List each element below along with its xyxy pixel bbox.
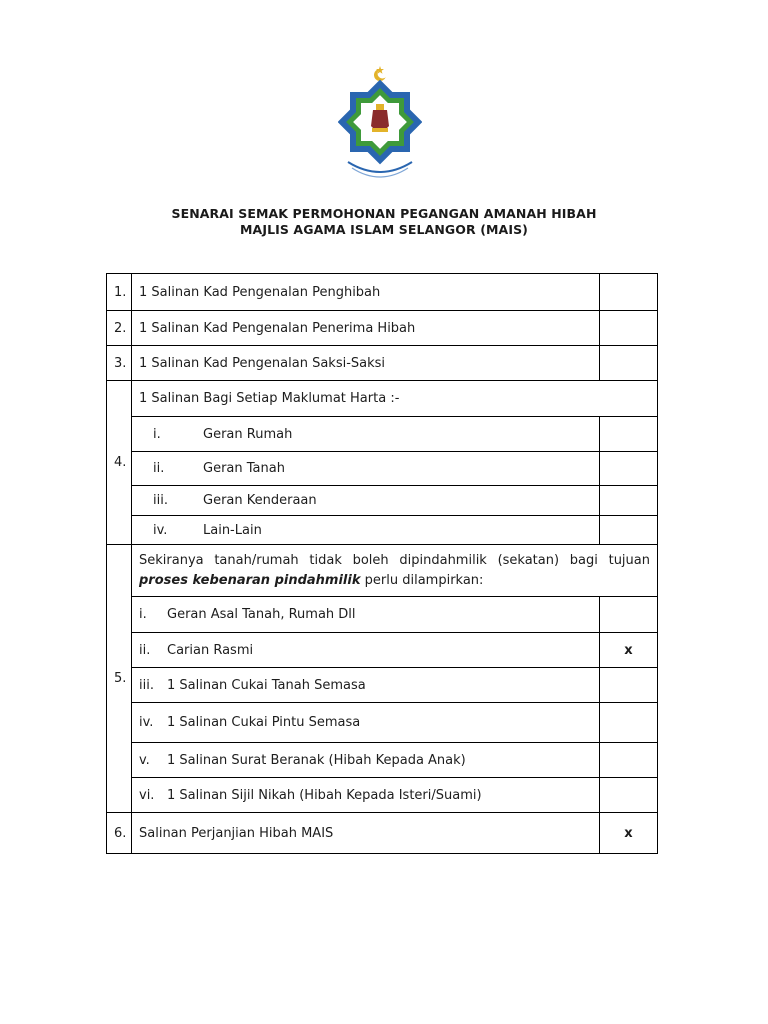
item-number: 3.: [107, 346, 132, 381]
table-row: [107, 597, 658, 633]
sub-item: [132, 778, 600, 813]
checkbox-cell[interactable]: x: [600, 633, 658, 668]
roman-numeral: iii.: [139, 677, 154, 693]
table-row: [107, 311, 658, 346]
table-row: [107, 346, 658, 381]
table-row: [107, 486, 658, 516]
item-label: 1 Salinan Kad Pengenalan Penghibah: [132, 274, 600, 311]
checkbox-cell[interactable]: x: [600, 813, 658, 854]
section-paragraph: [132, 545, 658, 597]
paragraph-emphasis: proses kebenaran pindahmilik: [139, 572, 361, 588]
paragraph-text: Sekiranya tanah/rumah tidak boleh dipindahmilik (sekatan) bagi tujuan: [139, 552, 650, 568]
sub-item: [132, 452, 600, 486]
form-title: SENARAI SEMAK PERMOHONAN PEGANGAN AMANAH HIBAH: [171, 206, 597, 221]
checkbox-cell[interactable]: [600, 452, 658, 486]
sub-item: [132, 633, 600, 668]
item-number: 1.: [107, 274, 132, 311]
item-number: 4.: [107, 381, 132, 545]
checkbox-cell[interactable]: [600, 417, 658, 452]
roman-numeral: ii.: [139, 642, 151, 658]
sub-item: [132, 597, 600, 633]
sub-item-label: 1 Salinan Cukai Pintu Semasa: [167, 715, 361, 730]
crescent-star-icon: [374, 66, 388, 81]
checkbox-cell[interactable]: [600, 743, 658, 778]
sub-item-label: 1 Salinan Surat Beranak (Hibah Kepada Anak): [167, 752, 466, 768]
table-row: [107, 452, 658, 486]
roman-numeral: ii.: [153, 461, 165, 476]
checkbox-cell[interactable]: [600, 778, 658, 813]
table-row: [107, 743, 658, 778]
table-row: [107, 274, 658, 311]
roman-numeral: iv.: [139, 715, 154, 730]
sub-item: [132, 743, 600, 778]
sub-item-label: 1 Salinan Sijil Nikah (Hibah Kepada Isteri/Suami): [167, 787, 482, 803]
item-label: 1 Salinan Kad Pengenalan Penerima Hibah: [132, 311, 600, 346]
checkbox-cell[interactable]: [600, 597, 658, 633]
sub-item: [132, 486, 600, 516]
table-row: [107, 516, 658, 545]
table-row: [107, 778, 658, 813]
item-label: Salinan Perjanjian Hibah MAIS: [132, 813, 600, 854]
checkbox-cell[interactable]: [600, 274, 658, 311]
checkbox-cell[interactable]: [600, 486, 658, 516]
item-number: 5.: [107, 545, 132, 813]
sub-item-label: Carian Rasmi: [167, 642, 254, 658]
sub-item: [132, 703, 600, 743]
item-label: 1 Salinan Kad Pengenalan Saksi-Saksi: [132, 346, 600, 381]
roman-numeral: v.: [139, 752, 150, 768]
roman-numeral: iii.: [153, 493, 168, 508]
table-row: [107, 381, 658, 417]
table-row: [107, 813, 658, 854]
section-heading: 1 Salinan Bagi Setiap Maklumat Harta :-: [132, 381, 658, 417]
sub-item-label: Geran Kenderaan: [203, 493, 317, 508]
sub-item-label: Geran Tanah: [203, 461, 285, 476]
roman-numeral: i.: [153, 426, 161, 442]
table-row: [107, 633, 658, 668]
mais-logo: [338, 64, 422, 186]
roman-numeral: i.: [139, 607, 147, 622]
sub-item-label: Geran Rumah: [203, 426, 293, 442]
checkbox-cell[interactable]: [600, 346, 658, 381]
checkbox-cell[interactable]: [600, 703, 658, 743]
roman-numeral: vi.: [139, 787, 155, 803]
item-number: 6.: [107, 813, 132, 854]
item-number: 2.: [107, 311, 132, 346]
form-subtitle: MAJLIS AGAMA ISLAM SELANGOR (MAIS): [240, 222, 528, 237]
sub-item: [132, 516, 600, 545]
table-row: [107, 668, 658, 703]
table-row: [107, 417, 658, 452]
sub-item: [132, 417, 600, 452]
table-row: [107, 703, 658, 743]
sub-item-label: Lain-Lain: [203, 522, 262, 538]
checkbox-cell[interactable]: [600, 516, 658, 545]
table-row: [107, 545, 658, 597]
sub-item-label: Geran Asal Tanah, Rumah Dll: [167, 607, 356, 622]
checkbox-cell[interactable]: [600, 668, 658, 703]
checklist-table: [106, 273, 658, 854]
sub-item: [132, 668, 600, 703]
paragraph-text-end: perlu dilampirkan:: [364, 572, 484, 588]
sub-item-label: 1 Salinan Cukai Tanah Semasa: [167, 677, 366, 693]
roman-numeral: iv.: [153, 522, 168, 538]
checkbox-cell[interactable]: [600, 311, 658, 346]
